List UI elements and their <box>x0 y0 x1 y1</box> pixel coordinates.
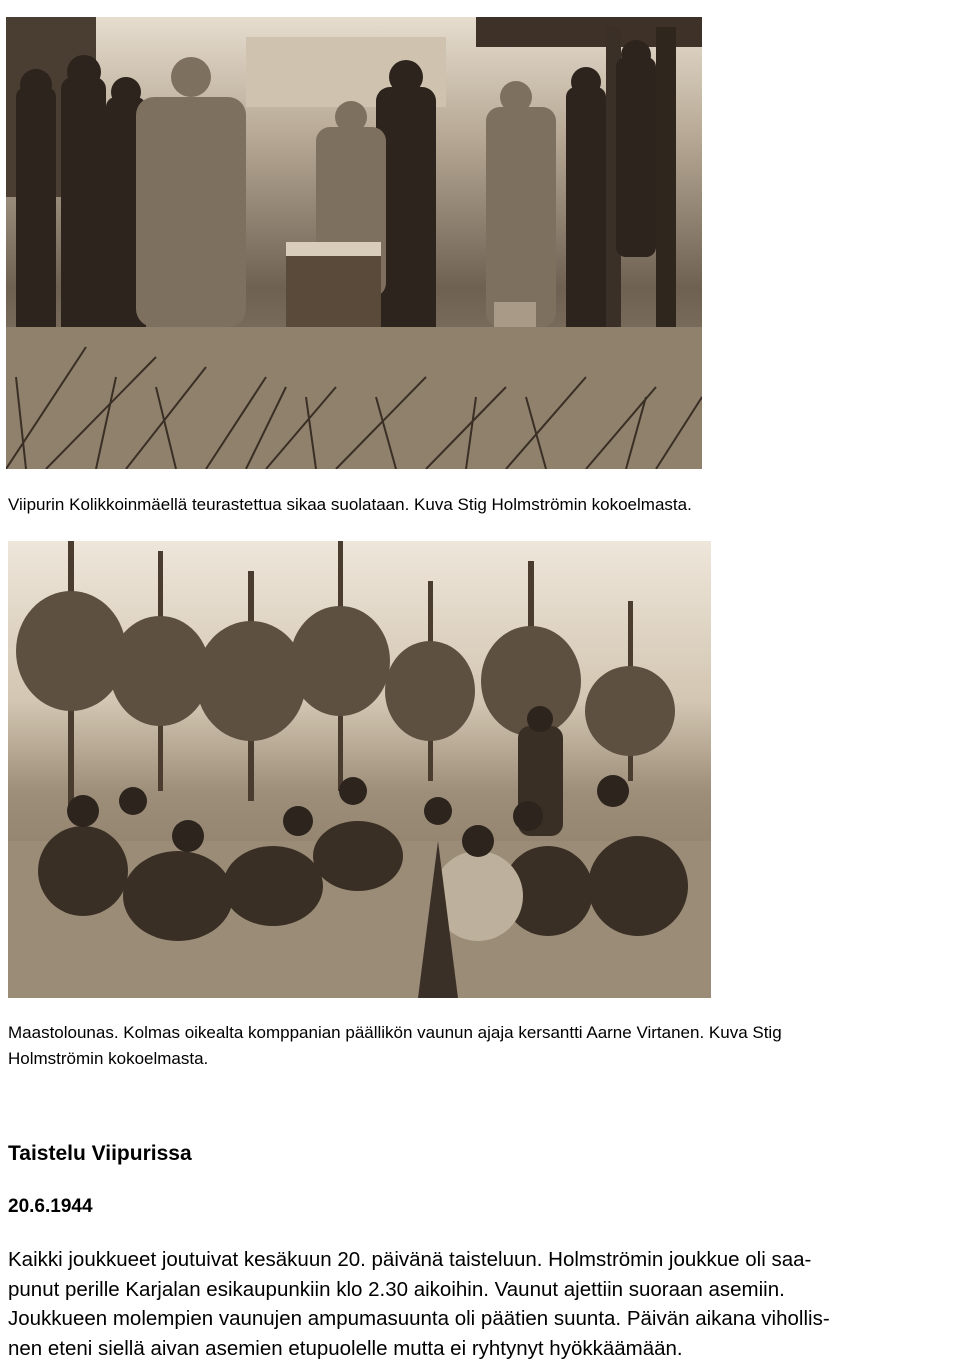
body-line: Kaikki joukkueet joutuivat kesäkuun 20. päivänä taisteluun. Holmströmin joukkue oli saa- <box>8 1248 812 1271</box>
photo-field-lunch-image <box>8 541 711 998</box>
photo-caption-barrel: Viipurin Kolikkoinmäellä teurastettua sikaa suolataan. Kuva Stig Holmströmin kokoelmasta. <box>8 495 692 514</box>
section-body <box>8 1245 958 1363</box>
photo-barrel-salting-image <box>6 17 702 469</box>
section-date: 20.6.1944 <box>8 1196 93 1217</box>
body-line: nen eteni siellä aivan asemien etupuolelle mutta ei ryhtynyt hyökkäämään. <box>8 1336 683 1360</box>
section-title: Taistelu Viipurissa <box>8 1142 192 1165</box>
photo-caption-field-lunch-line2: Holmströmin kokoelmasta. <box>8 1049 209 1068</box>
photo-barrel-salting <box>6 17 702 469</box>
photo-caption-field-lunch-line1: Maastolounas. Kolmas oikealta komppanian päällikön vaunun ajaja kersantti Aarne Virtanen. Kuva Stig <box>8 1023 782 1042</box>
photo-field-lunch <box>8 541 711 998</box>
photo-caption-field-lunch <box>8 1020 938 1072</box>
body-line: punut perille Karjalan esikaupunkiin klo 2.30 aikoihin. Vaunut ajettiin suoraan asemiin. <box>8 1277 785 1301</box>
body-line: Joukkueen molempien vaunujen ampumasuunta oli päätien suunta. Päivän aikana vihollis- <box>8 1307 830 1330</box>
